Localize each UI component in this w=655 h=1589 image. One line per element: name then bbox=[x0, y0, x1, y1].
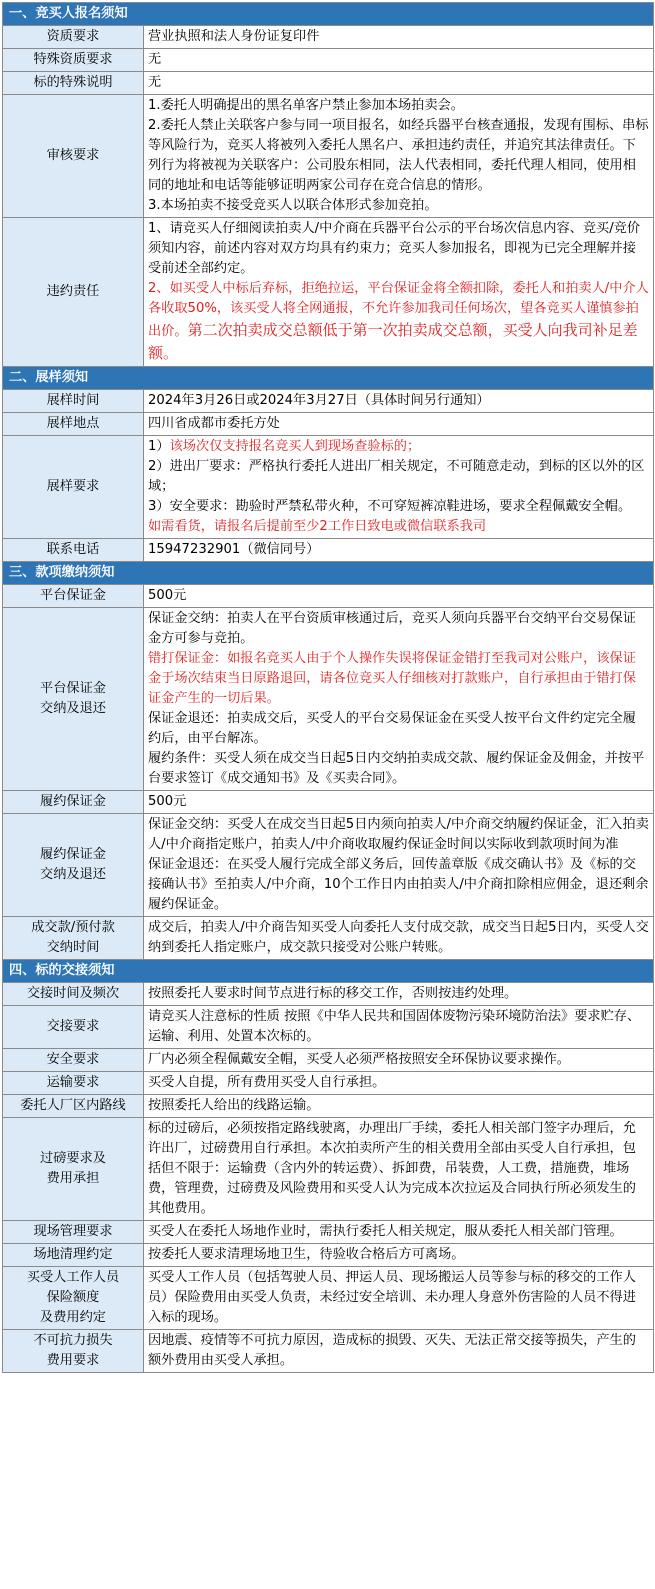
row-label: 平台保证金 bbox=[3, 585, 144, 608]
audit-line-3: 3.本场拍卖不接受竞买人以联合体形式参加竞拍。 bbox=[148, 198, 438, 213]
table-row bbox=[3, 72, 654, 95]
table-row-force bbox=[3, 1330, 654, 1373]
row-value: 无 bbox=[144, 49, 654, 72]
auction-notice-table bbox=[2, 2, 654, 1373]
label-line: 及费用约定 bbox=[40, 1310, 106, 1325]
table-row-perf-pay bbox=[3, 814, 654, 917]
row-label bbox=[3, 608, 144, 791]
contact-phone: 15947232901（微信同号） bbox=[144, 539, 654, 562]
label-line: 交纳及退还 bbox=[40, 701, 106, 716]
label-line: 过磅要求及 bbox=[40, 1151, 106, 1166]
row-value: 四川省成都市委托方处 bbox=[144, 413, 654, 436]
row-label: 交接时间及频次 bbox=[3, 983, 144, 1006]
breach-line-1: 1、请竞买人仔细阅读拍卖人/中介商在兵器平台公示的平台场次信息内容、竞买/竞价须知内容，前述内容对双方均具有约束力；竞买人参加报名，即视为已完全理解并接受前述全部约定。 bbox=[148, 221, 641, 276]
table-row bbox=[3, 539, 654, 562]
table-row bbox=[3, 1049, 654, 1072]
table-row bbox=[3, 585, 654, 608]
table-row bbox=[3, 49, 654, 72]
row-label bbox=[3, 1267, 144, 1330]
table-row-show-req bbox=[3, 436, 654, 539]
row-value: 按照委托人要求时间节点进行标的移交工作，否则按违约处理。 bbox=[144, 983, 654, 1006]
row-value: 500元 bbox=[144, 791, 654, 814]
audit-line-2: 2.委托人禁止关联客户参与同一项目报名，如经兵器平台核查通报，发现有围标、串标等风险行为，竞买人将被列入委托人黑名户、承担违约责任，并追究其法律责任。下列行为将被视为关联客户：公司股东相同，法人代表相同，委托代理人相同，使用相同的地址和电话等能够证明两家公司存在竞合信息的情形。 bbox=[148, 118, 649, 193]
row-value: 请竞买人注意标的性质 按照《中华人民共和国固体废物污染环境防治法》要求贮存、运输、利用、处置本次标的。 bbox=[144, 1006, 654, 1049]
row-value: 买受人在委托人场地作业时，需执行委托人相关规定，服从委托人相关部门管理。 bbox=[144, 1221, 654, 1244]
section-title: 四、标的交接须知 bbox=[3, 960, 654, 983]
row-value: 厂内必须全程佩戴安全帽，买受人必须严格按照安全环保协议要求操作。 bbox=[144, 1049, 654, 1072]
row-value bbox=[144, 814, 654, 917]
section-title: 一、竞买人报名须知 bbox=[3, 3, 654, 26]
breach-line-2: 2、如买受人中标后弃标，拒绝拉运，平台保证金将全额扣除，委托人和拍卖人/中介人各收取50%，该买受人将全网通报，不允许参加我司任何场次，望各竞买人谨慎参拍出价。 bbox=[148, 281, 649, 339]
table-row-deal bbox=[3, 917, 654, 960]
row-label: 安全要求 bbox=[3, 1049, 144, 1072]
row-label: 交接要求 bbox=[3, 1006, 144, 1049]
row-label bbox=[3, 917, 144, 960]
section-header-payment bbox=[3, 562, 654, 585]
platform-pay-p3: 保证金退还：拍卖成交后，买受人的平台交易保证金在买受人按平台文件约定完全履约后，由平台解冻。 bbox=[148, 711, 636, 746]
table-row bbox=[3, 791, 654, 814]
row-value: 无 bbox=[144, 72, 654, 95]
label-line: 费用承担 bbox=[46, 1171, 100, 1186]
label-line: 买受人工作人员 bbox=[26, 1270, 120, 1285]
row-value: 成交后，拍卖人/中介商告知买受人向委托人支付成交款，成交当日起5日内，买受人交纳到委托人指定账户，成交款只接受对公账户转账。 bbox=[144, 917, 654, 960]
table-row-audit bbox=[3, 95, 654, 218]
table-row bbox=[3, 1244, 654, 1267]
label-line: 成交款/预付款 bbox=[31, 920, 115, 935]
req-line-1-prefix: 1） bbox=[148, 439, 170, 454]
section-title: 二、展样须知 bbox=[3, 367, 654, 390]
row-label: 特殊资质要求 bbox=[3, 49, 144, 72]
label-line: 平台保证金 bbox=[40, 681, 106, 696]
row-value bbox=[144, 95, 654, 218]
row-label: 联系电话 bbox=[3, 539, 144, 562]
table-row-insure bbox=[3, 1267, 654, 1330]
table-row bbox=[3, 1095, 654, 1118]
section-header-registration bbox=[3, 3, 654, 26]
table-row bbox=[3, 1006, 654, 1049]
section-header-handover bbox=[3, 960, 654, 983]
row-value bbox=[144, 608, 654, 791]
row-value: 标的过磅后，必须按指定路线驶离，办理出厂手续，委托人相关部门签字办理后，允许出厂，过磅费用自行承担。本次拍卖所产生的相关费用全部由买受人自行承担，包括但不限于：运输费（含内外的转运费）、拆卸费，吊装费，人工费，措施费，堆场费，管理费，过磅费及风险费用和买受人认为完成本次拉运及合同执行所必须发生的其他费用。 bbox=[144, 1118, 654, 1221]
perf-pay-p2: 保证金退还：在买受人履行完成全部义务后，回传盖章版《成交确认书》及《标的交接确认书》至拍卖人/中介商，10个工作日内由拍卖人/中介商扣除相应佣金，退还剩余履约保证金。 bbox=[148, 857, 649, 912]
label-line: 不可抗力损失 bbox=[33, 1333, 113, 1348]
row-value: 按委托人要求清理场地卫生，待验收合格后方可离场。 bbox=[144, 1244, 654, 1267]
breach-line-2-emphasis: 第二次拍卖成交总额低于第一次拍卖成交总额，买受人向我司补足差额。 bbox=[148, 321, 638, 362]
row-label: 资质要求 bbox=[3, 26, 144, 49]
table-row bbox=[3, 26, 654, 49]
table-row bbox=[3, 1072, 654, 1095]
row-label: 展样地点 bbox=[3, 413, 144, 436]
row-label: 现场管理要求 bbox=[3, 1221, 144, 1244]
table-row-weigh bbox=[3, 1118, 654, 1221]
row-label: 履约保证金 bbox=[3, 791, 144, 814]
label-line: 费用要求 bbox=[46, 1353, 100, 1368]
row-label: 违约责任 bbox=[3, 218, 144, 367]
req-line-3: 3）安全要求：勘验时严禁私带火种，不可穿短裤凉鞋进场，要求全程佩戴安全帽。 bbox=[148, 499, 632, 514]
label-line: 交纳及退还 bbox=[40, 867, 106, 882]
req-line-2: 2）进出厂要求：严格执行委托人进出厂相关规定，不可随意走动，到标的区以外的区域； bbox=[148, 459, 645, 494]
table-row-breach bbox=[3, 218, 654, 367]
row-label: 标的特殊说明 bbox=[3, 72, 144, 95]
section-header-showing bbox=[3, 367, 654, 390]
row-value: 买受人工作人员（包括驾驶人员、押运人员、现场搬运人员等参与标的移交的工作人员）保险费用由买受人负责，未经过安全培训、未办理人身意外伤害险的人员不得进入标的现场。 bbox=[144, 1267, 654, 1330]
label-line: 履约保证金 bbox=[40, 847, 106, 862]
row-value: 营业执照和法人身份证复印件 bbox=[144, 26, 654, 49]
row-label bbox=[3, 1330, 144, 1373]
row-value bbox=[144, 218, 654, 367]
req-line-1: 该场次仅支持报名竞买人到现场查验标的； bbox=[169, 439, 421, 454]
section-title: 三、款项缴纳须知 bbox=[3, 562, 654, 585]
platform-pay-p1: 保证金交纳：拍卖人在平台资质审核通过后，竞买人须向兵器平台交纳平台交易保证金方可参与竞拍。 bbox=[148, 611, 636, 646]
row-value: 买受人自提，所有费用买受人自行承担。 bbox=[144, 1072, 654, 1095]
table-row bbox=[3, 983, 654, 1006]
table-row bbox=[3, 413, 654, 436]
row-label bbox=[3, 814, 144, 917]
row-label: 展样时间 bbox=[3, 390, 144, 413]
row-label: 委托人厂区内路线 bbox=[3, 1095, 144, 1118]
table-row-platform-pay bbox=[3, 608, 654, 791]
label-line: 交纳时间 bbox=[46, 940, 100, 955]
row-label: 场地清理约定 bbox=[3, 1244, 144, 1267]
table-row bbox=[3, 390, 654, 413]
row-value: 2024年3月26日或2024年3月27日（具体时间另行通知） bbox=[144, 390, 654, 413]
row-label bbox=[3, 1118, 144, 1221]
table-row bbox=[3, 1221, 654, 1244]
label-line: 保险额度 bbox=[46, 1290, 100, 1305]
row-label: 审核要求 bbox=[3, 95, 144, 218]
row-label: 运输要求 bbox=[3, 1072, 144, 1095]
row-value bbox=[144, 436, 654, 539]
platform-pay-p2: 错打保证金：如报名竞买人由于个人操作失误将保证金错打至我司对公账户，该保证金于场次结束当日原路退回，请各位竞买人仔细核对打款账户，自行承担由于错打保证金产生的一切后果。 bbox=[148, 651, 636, 706]
row-value: 500元 bbox=[144, 585, 654, 608]
row-value: 因地震、疫情等不可抗力原因，造成标的损毁、灭失、无法正常交接等损失，产生的额外费用由买受人承担。 bbox=[144, 1330, 654, 1373]
req-line-4: 如需看货，请报名后提前至少2工作日致电或微信联系我司 bbox=[148, 519, 487, 534]
platform-pay-p4: 履约条件：买受人须在成交当日起5日内交纳拍卖成交款、履约保证金及佣金，并按平台要求签订《成交通知书》及《买卖合同》。 bbox=[148, 751, 645, 786]
perf-pay-p1: 保证金交纳：买受人在成交当日起5日内须向拍卖人/中介商交纳履约保证金，汇入拍卖人/中介商指定账户，拍卖人/中介商收取履约保证金时间以实际收到款项时间为准 bbox=[148, 817, 649, 852]
row-label: 展样要求 bbox=[3, 436, 144, 539]
row-value: 按照委托人给出的线路运输。 bbox=[144, 1095, 654, 1118]
audit-line-1: 1.委托人明确提出的黑名单客户禁止参加本场拍卖会。 bbox=[148, 98, 464, 113]
